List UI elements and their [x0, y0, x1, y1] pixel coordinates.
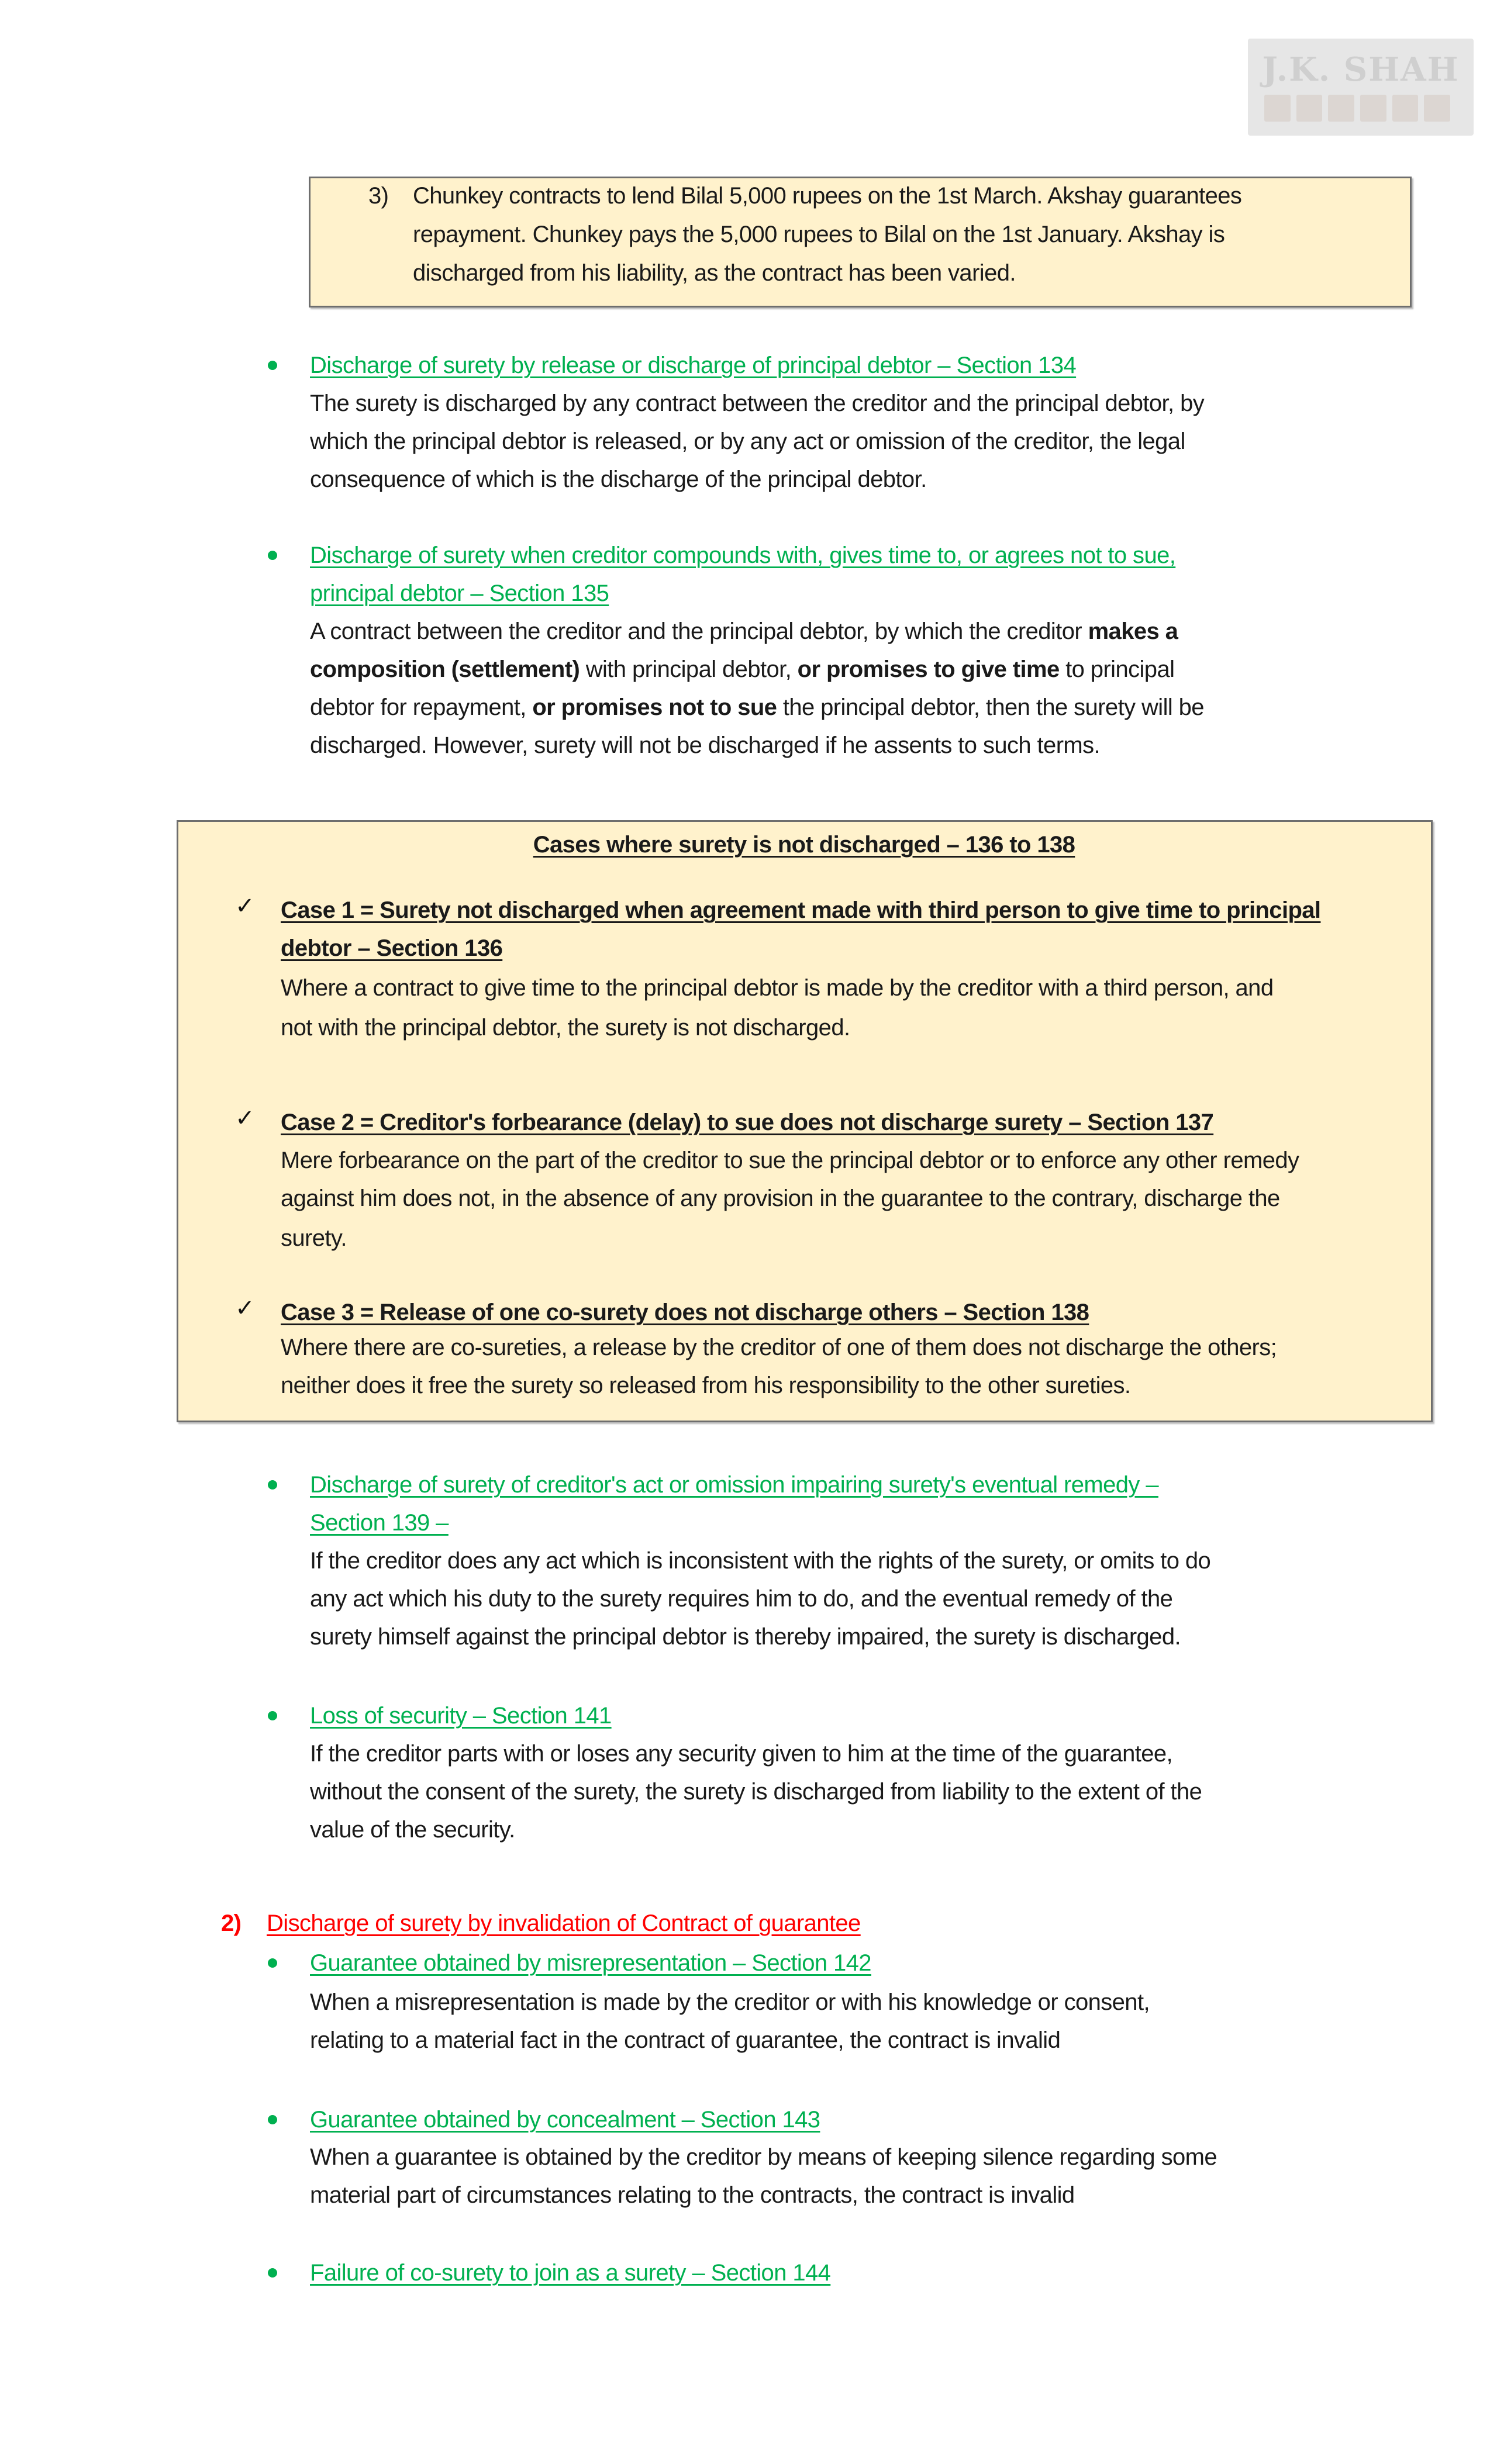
logo-subtitle-bar — [1264, 95, 1450, 122]
bullet-icon — [268, 361, 277, 370]
section-141-text: value of the security. — [310, 1817, 515, 1843]
section-135-text — [310, 655, 1174, 684]
section-143-heading: Guarantee obtained by concealment – Section 143 — [310, 2107, 820, 2133]
not-discharged-title: Cases where surety is not discharged – 136 to 138 — [533, 832, 1075, 858]
section-144-heading: Failure of co-surety to join as a surety – Section 144 — [310, 2260, 831, 2286]
logo-text: J.K. SHAH — [1262, 50, 1460, 89]
part-2-number: 2) — [221, 1910, 242, 1936]
bold-run: makes a — [1088, 618, 1178, 644]
case-1-text: not with the principal debtor, the surety is not discharged. — [281, 1015, 850, 1041]
case-3-text: neither does it free the surety so released from his responsibility to the other sureties. — [281, 1373, 1131, 1398]
bold-run: composition (settlement) — [310, 656, 580, 682]
bullet-icon — [268, 1480, 277, 1490]
checkmark-icon: ✓ — [235, 1105, 255, 1131]
section-135-text — [310, 617, 1178, 646]
section-134-text: The surety is discharged by any contract between the creditor and the principal debtor, by — [310, 390, 1205, 416]
example-line: discharged from his liability, as the contract has been varied. — [413, 260, 1016, 286]
bullet-icon — [268, 1958, 277, 1968]
bullet-icon — [268, 2268, 277, 2278]
example-number: 3) — [368, 183, 389, 209]
section-143-text: When a guarantee is obtained by the creditor by means of keeping silence regarding some — [310, 2144, 1217, 2170]
section-135-text: discharged. However, surety will not be discharged if he assents to such terms. — [310, 732, 1101, 758]
section-141-text: without the consent of the surety, the surety is discharged from liability to the extent of the — [310, 1779, 1202, 1805]
section-139-text: If the creditor does any act which is inconsistent with the rights of the surety, or omits to do — [310, 1548, 1211, 1574]
part-2-heading: Discharge of surety by invalidation of Contract of guarantee — [267, 1910, 861, 1936]
text-run: the principal debtor, then the surety will be — [777, 694, 1204, 720]
section-141-heading: Loss of security – Section 141 — [310, 1703, 612, 1729]
section-139-heading: Discharge of surety of creditor's act or omission impairing surety's eventual remedy – — [310, 1472, 1158, 1498]
jk-shah-logo — [1248, 39, 1474, 136]
section-139-text: any act which his duty to the surety requires him to do, and the eventual remedy of the — [310, 1586, 1173, 1612]
checkmark-icon: ✓ — [235, 893, 255, 919]
case-1-text: Where a contract to give time to the principal debtor is made by the creditor with a third person, and — [281, 975, 1274, 1001]
text-run: with principal debtor, — [580, 656, 798, 682]
bullet-icon — [268, 1711, 277, 1720]
section-135-heading: principal debtor – Section 135 — [310, 580, 609, 606]
text-run: A contract between the creditor and the principal debtor, by which the creditor — [310, 618, 1088, 644]
bold-run: or promises not to sue — [532, 694, 777, 720]
bullet-icon — [268, 2115, 277, 2124]
case-3-text: Where there are co-sureties, a release by the creditor of one of them does not discharge the others; — [281, 1335, 1277, 1360]
checkmark-icon: ✓ — [235, 1295, 255, 1321]
section-134-heading: Discharge of surety by release or discharge of principal debtor – Section 134 — [310, 353, 1077, 378]
text-run: debtor for repayment, — [310, 694, 533, 720]
bold-run: or promises to give time — [797, 656, 1060, 682]
section-141-text: If the creditor parts with or loses any security given to him at the time of the guarantee, — [310, 1741, 1173, 1767]
section-134-text: consequence of which is the discharge of the principal debtor. — [310, 466, 927, 492]
bullet-icon — [268, 551, 277, 560]
section-139-text: surety himself against the principal debtor is thereby impaired, the surety is discharged. — [310, 1624, 1181, 1650]
case-1-heading: debtor – Section 136 — [281, 935, 503, 961]
section-134-text: which the principal debtor is released, or by any act or omission of the creditor, the legal — [310, 428, 1185, 454]
case-3-heading: Case 3 = Release of one co-surety does not discharge others – Section 138 — [281, 1300, 1089, 1325]
section-135-heading: Discharge of surety when creditor compounds with, gives time to, or agrees not to sue, — [310, 542, 1176, 568]
section-135-text — [310, 693, 1204, 722]
case-2-text: surety. — [281, 1225, 347, 1251]
text-run: to principal — [1059, 656, 1175, 682]
section-142-heading: Guarantee obtained by misrepresentation – Section 142 — [310, 1950, 871, 1976]
case-2-text: Mere forbearance on the part of the creditor to sue the principal debtor or to enforce any other remedy — [281, 1148, 1299, 1173]
section-143-text: material part of circumstances relating to the contracts, the contract is invalid — [310, 2182, 1075, 2208]
section-139-heading: Section 139 – — [310, 1510, 449, 1536]
example-line: repayment. Chunkey pays the 5,000 rupees to Bilal on the 1st January. Akshay is — [413, 222, 1225, 247]
case-2-heading: Case 2 = Creditor's forbearance (delay) to sue does not discharge surety – Section 137 — [281, 1110, 1214, 1135]
section-142-text: relating to a material fact in the contract of guarantee, the contract is invalid — [310, 2027, 1061, 2053]
example-line: Chunkey contracts to lend Bilal 5,000 rupees on the 1st March. Akshay guarantees — [413, 183, 1242, 209]
section-142-text: When a misrepresentation is made by the creditor or with his knowledge or consent, — [310, 1989, 1150, 2015]
case-1-heading: Case 1 = Surety not discharged when agreement made with third person to give time to principal — [281, 897, 1321, 923]
case-2-text: against him does not, in the absence of any provision in the guarantee to the contrary, discharge the — [281, 1186, 1280, 1211]
